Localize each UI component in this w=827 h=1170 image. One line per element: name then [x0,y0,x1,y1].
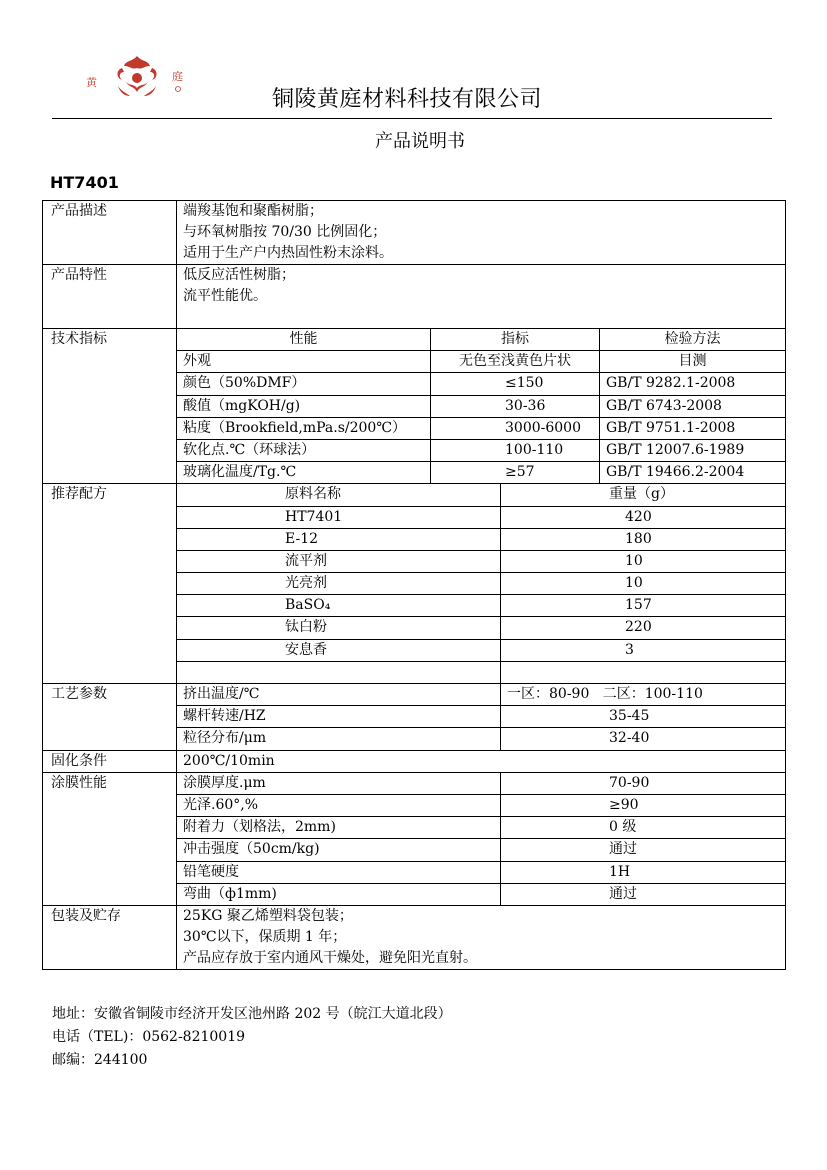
film-row: 铅笔硬度 1H [43,861,786,883]
film-row: 附着力（划格法，2mm) 0 级 [43,817,786,839]
logo-char-right: 庭 [172,70,183,83]
recipe-row: BaSO₄ 157 [43,595,786,617]
tech-row: 玻璃化温度/Tg.℃ ≥57 GB/T 19466.2-2004 [43,462,786,484]
tech-header-spec: 指标 [431,329,600,351]
film-label: 涂膜性能 [43,772,177,905]
cure-value: 200℃/10min [177,750,786,772]
company-name: 铜陵黄庭材料科技有限公司 [272,87,543,112]
desc-label: 产品描述 [43,201,177,265]
spec-table [42,200,786,970]
recipe-row: 光亮剂 10 [43,573,786,595]
document-title: 产品说明书 [375,131,465,152]
recipe-header-weight: 重量（g） [501,484,786,506]
tech-row: 软化点.℃（环球法） 100-110 GB/T 12007.6-1989 [43,439,786,461]
recipe-row: HT7401 420 [43,506,786,528]
process-row: 螺杆转速/HZ 35-45 [43,706,786,728]
pack-row [43,905,786,969]
recipe-label: 推荐配方 [43,484,177,684]
tech-row: 粘度（Brookfield,mPa.s/200℃） 3000-6000 GB/T 9751.1-2008 [43,417,786,439]
footer-phone: 电话（TEL)：0562-8210019 [52,1029,246,1045]
tech-row: 外观 无色至浅黄色片状 目测 [43,351,786,373]
pack-label: 包装及贮存 [43,905,177,969]
tech-row: 颜色（50%DMF） ≤150 GB/T 9282.1-2008 [43,373,786,395]
process-label: 工艺参数 [43,684,177,751]
footer-postcode: 邮编：244100 [52,1052,148,1068]
process-row: 粒径分布/μm 32-40 [43,728,786,750]
film-row: 冲击强度（50cm/kg) 通过 [43,839,786,861]
tech-header-property: 性能 [177,329,431,351]
header-divider [52,118,772,119]
tech-row: 酸值（mgKOH/g) 30-36 GB/T 6743-2008 [43,395,786,417]
tech-header-row [43,329,786,351]
tech-label: 技术指标 [43,329,177,484]
desc-text: 端羧基饱和聚酯树脂； 与环氧树脂按 70/30 比例固化； 适用于生产户内热固性粉末涂料。 [177,201,786,265]
logo-char-left: 黄 [86,76,97,89]
footer-address: 地址：安徽省铜陵市经济开发区池州路 202 号（皖江大道北段） [52,1006,452,1022]
feat-label: 产品特性 [43,265,177,329]
recipe-row: 安息香 3 [43,639,786,661]
tech-header-method: 检验方法 [600,329,786,351]
desc-row [43,201,786,265]
recipe-row: 钛白粉 220 [43,617,786,639]
recipe-header-row [43,484,786,506]
feat-text: 低反应活性树脂； 流平性能优。 [177,265,786,329]
recipe-row: 流平剂 10 [43,550,786,572]
cure-row [43,750,786,772]
film-row: 涂膜性能 涂膜厚度.μm 70-90 [43,772,786,794]
company-logo [82,52,192,100]
recipe-row: E-12 180 [43,528,786,550]
process-row: 工艺参数 挤出温度/℃ 一区：80-90 二区：100-110 [43,684,786,706]
cure-label: 固化条件 [43,750,177,772]
feat-row [43,265,786,329]
pack-text: 25KG 聚乙烯塑料袋包装； 30℃以下，保质期 1 年； 产品应存放于室内通风干燥处，避免阳光直射。 [177,905,786,969]
recipe-header-material: 原料名称 [177,484,501,506]
film-row: 光泽.60°,% ≥90 [43,794,786,816]
product-model: HT7401 [50,173,119,192]
film-row: 弯曲（ф1mm) 通过 [43,883,786,905]
